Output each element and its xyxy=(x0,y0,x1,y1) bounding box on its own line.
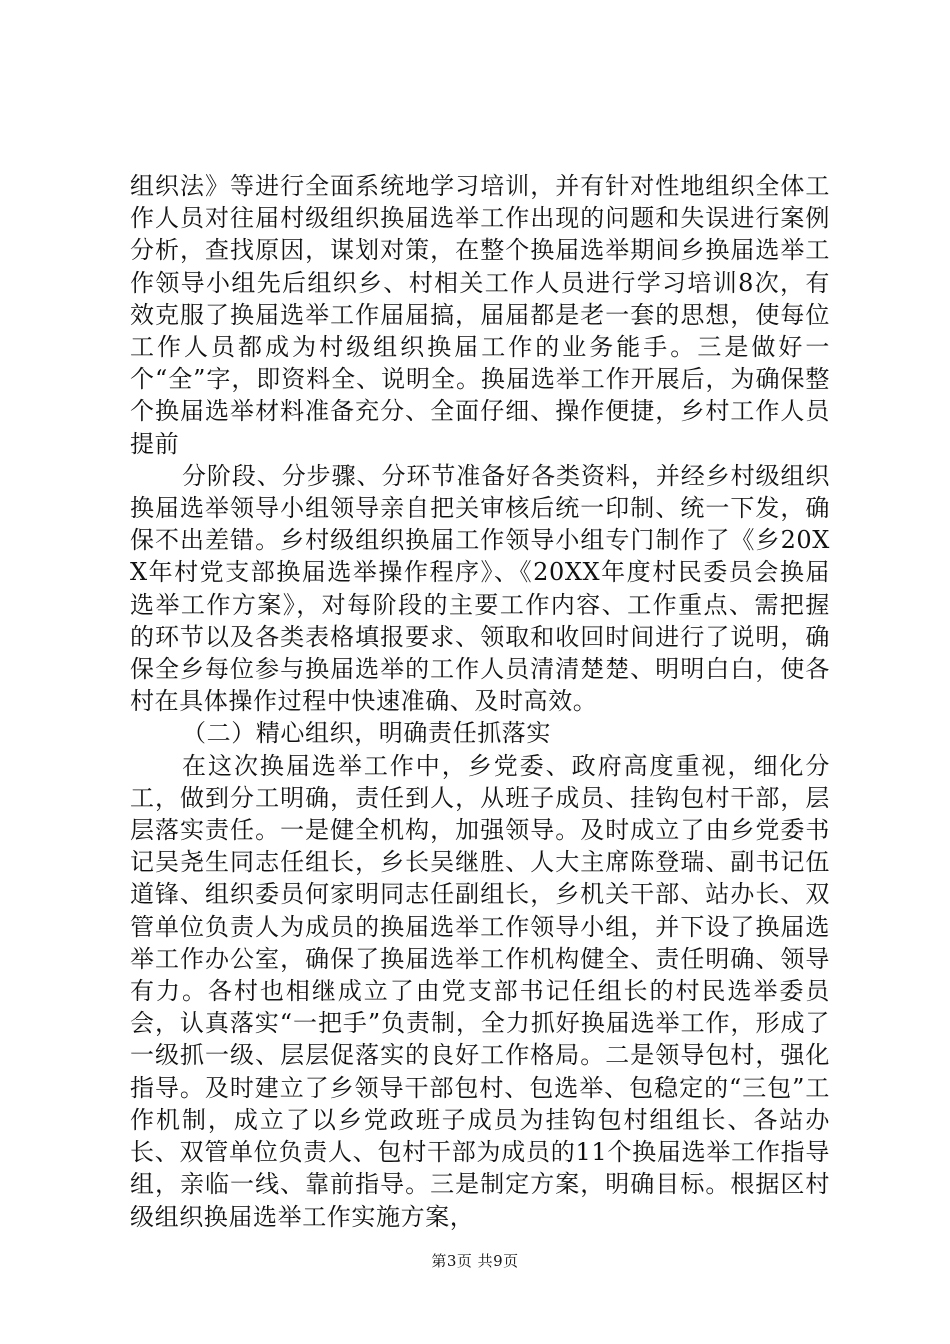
page-number-footer: 第3页 共9页 xyxy=(431,1252,519,1270)
paragraph-continuation: 组织法》等进行全面系统地学习培训，并有针对性地组织全体工作人员对往届村级组织换届选举工作出现的问题和失误进行案例分析，查找原因，谋划对策，在整个换届选举期间乡换届选举工作领导小组先后组织乡、村相关工作人员进行学习培训8次，有效克服了换届选举工作届届搞，届届都是老一套的思想，使每位工作人员都成为村级组织换届工作的业务能手。三是做好一个“全”字，即资料全、说明全。换届选举工作开展后，为确保整个换届选举材料准备充分、全面仔细、操作便捷，乡村工作人员提前 xyxy=(130,172,830,458)
paragraph-organization: 在这次换届选举工作中，乡党委、政府高度重视，细化分工，做到分工明确，责任到人，从班子成员、挂钩包村干部，层层落实责任。一是健全机构，加强领导。及时成立了由乡党委书记吴尧生同志任组长，乡长吴继胜、人大主席陈登瑞、副书记伍道锋、组织委员何家明同志任副组长，乡机关干部、站办长、双管单位负责人为成员的换届选举工作领导小组，并下设了换届选举工作办公室，确保了换届选举工作机构健全、责任明确、领导有力。各村也相继成立了由党支部书记任组长的村民选举委员会，认真落实“一把手”负责制，全力抓好换届选举工作，形成了一级抓一级、层层促落实的良好工作格局。二是领导包村，强化指导。及时建立了乡领导干部包村、包选举、包稳定的“三包”工作机制，成立了以乡党政班子成员为挂钩包村组组长、各站办长、双管单位负责人、包村干部为成员的11个换届选举工作指导组，亲临一线、靠前指导。三是制定方案，明确目标。根据区村级组织换届选举工作实施方案， xyxy=(130,751,830,1231)
section-heading: （二）精心组织，明确责任抓落实 xyxy=(182,719,551,748)
paragraph-materials: 分阶段、分步骤、分环节准备好各类资料，并经乡村级组织换届选举领导小组领导亲自把关审核后统一印制、统一下发，确保不出差错。乡村级组织换届工作领导小组专门制作了《乡20XX年村党支部换届选举操作程序》、《20XX年度村民委员会换届选举工作方案》，对每阶段的主要工作内容、工作重点、需把握的环节以及各类表格填报要求、领取和收回时间进行了说明，确保全乡每位参与换届选举的工作人员清清楚楚、明明白白，使各村在具体操作过程中快速准确、及时高效。 xyxy=(130,461,830,716)
document-body xyxy=(130,170,830,1233)
